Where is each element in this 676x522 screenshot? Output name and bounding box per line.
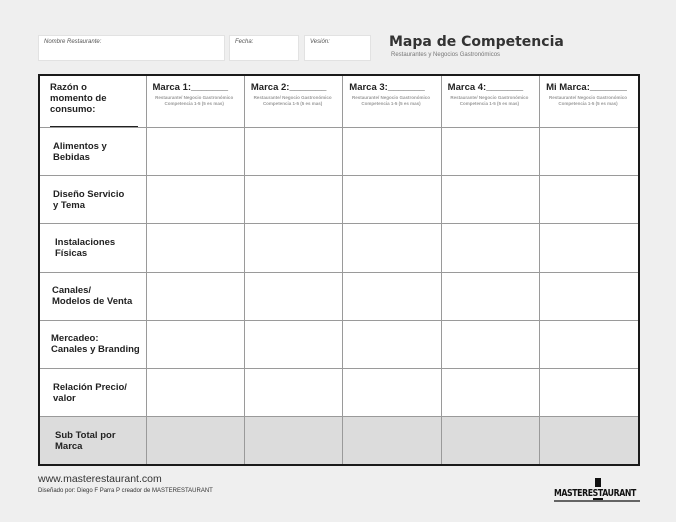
table-row bbox=[40, 320, 638, 368]
row-label bbox=[40, 320, 146, 368]
version-field[interactable] bbox=[304, 35, 371, 61]
score-cell[interactable] bbox=[244, 272, 342, 320]
designer-credit: Diseñado por: Diego F Parra P creador de MASTERESTAURANT bbox=[38, 488, 213, 494]
score-cell[interactable] bbox=[146, 320, 244, 368]
score-cell[interactable] bbox=[244, 128, 342, 176]
corner-cell bbox=[40, 76, 146, 128]
brand-header-1 bbox=[146, 76, 244, 128]
row-label-line: Canales/ bbox=[52, 285, 92, 297]
brand-label: Marca 4:_______ bbox=[447, 82, 524, 93]
version-label: Vesión: bbox=[310, 39, 330, 45]
restaurant-name-label: Nombre Restaurante: bbox=[44, 39, 102, 45]
table-row bbox=[40, 176, 638, 224]
date-label: Fecha: bbox=[235, 39, 254, 45]
row-label-line: Canales y Branding bbox=[51, 344, 140, 356]
score-cell[interactable] bbox=[146, 176, 244, 224]
header-row bbox=[40, 76, 638, 128]
website-url[interactable]: www.masterestaurant.com bbox=[38, 473, 162, 485]
brand-sublabel: Restaurante/ Negocio Gastronómico Competencia 1-5 (5 es mas) bbox=[351, 95, 430, 106]
score-cell[interactable] bbox=[146, 272, 244, 320]
score-cell[interactable] bbox=[244, 176, 342, 224]
score-cell[interactable] bbox=[244, 224, 342, 272]
score-cell[interactable] bbox=[441, 369, 539, 417]
score-cell[interactable] bbox=[441, 176, 539, 224]
row-label bbox=[40, 369, 146, 417]
subtotal-label bbox=[40, 417, 146, 464]
score-cell[interactable] bbox=[146, 128, 244, 176]
restaurant-name-field[interactable] bbox=[38, 35, 225, 61]
brand-sublabel: Restaurante/ Negocio Gastronómico Competencia 1-5 (5 es mas) bbox=[450, 95, 529, 106]
score-cell[interactable] bbox=[343, 272, 441, 320]
subtotal-cell[interactable] bbox=[441, 417, 539, 464]
page-subtitle: Restaurantes y Negocios Gastronómicos bbox=[391, 52, 501, 58]
logo-text: MASTERESTAURANT bbox=[554, 488, 636, 499]
score-cell[interactable] bbox=[343, 320, 441, 368]
consumption-reason-label: Razón o momento de consumo: bbox=[50, 82, 107, 115]
score-cell[interactable] bbox=[540, 369, 638, 417]
score-cell[interactable] bbox=[540, 272, 638, 320]
brand-header-3 bbox=[343, 76, 441, 128]
brand-label: Marca 1:_______ bbox=[152, 82, 229, 93]
score-cell[interactable] bbox=[441, 272, 539, 320]
row-label-line: valor bbox=[53, 392, 76, 404]
row-label-line: Instalaciones bbox=[55, 237, 116, 249]
score-cell[interactable] bbox=[343, 128, 441, 176]
row-label bbox=[40, 272, 146, 320]
score-cell[interactable] bbox=[343, 224, 441, 272]
row-label-line: Sub Total por bbox=[55, 429, 116, 441]
score-cell[interactable] bbox=[146, 369, 244, 417]
table-row bbox=[40, 369, 638, 417]
score-cell[interactable] bbox=[441, 128, 539, 176]
row-label-line: Bebidas bbox=[53, 151, 90, 163]
row-label bbox=[40, 176, 146, 224]
score-cell[interactable] bbox=[540, 128, 638, 176]
score-cell[interactable] bbox=[244, 320, 342, 368]
subtotal-row bbox=[40, 417, 638, 464]
score-cell[interactable] bbox=[441, 224, 539, 272]
masterestaurant-logo bbox=[554, 478, 640, 504]
row-label-line: Mercadeo: bbox=[51, 333, 99, 345]
row-label bbox=[40, 128, 146, 176]
score-cell[interactable] bbox=[540, 320, 638, 368]
brand-label: Marca 3:_______ bbox=[349, 82, 425, 93]
page-title: Mapa de Competencia bbox=[389, 34, 564, 50]
score-cell[interactable] bbox=[343, 369, 441, 417]
table-row bbox=[40, 272, 638, 320]
score-cell[interactable] bbox=[540, 176, 638, 224]
row-label-line: Relación Precio/ bbox=[53, 381, 127, 393]
brand-header-2 bbox=[244, 76, 342, 128]
table-row bbox=[40, 128, 638, 176]
brand-label: Marca 2:_______ bbox=[250, 82, 327, 93]
brand-sublabel: Restaurante/ Negocio Gastronómico Competencia 1-5 (5 es mas) bbox=[549, 95, 628, 106]
row-label-line: y Tema bbox=[53, 199, 86, 211]
subtotal-cell[interactable] bbox=[146, 417, 244, 464]
row-label bbox=[40, 224, 146, 272]
subtotal-cell[interactable] bbox=[343, 417, 441, 464]
brand-sublabel: Restaurante/ Negocio Gastronómico Competencia 1-5 (5 es mas) bbox=[155, 95, 234, 106]
brand-header-mine bbox=[540, 76, 638, 128]
table-row bbox=[40, 224, 638, 272]
score-cell[interactable] bbox=[441, 320, 539, 368]
row-label-line: Modelos de Venta bbox=[52, 296, 133, 308]
row-label-line: Alimentos y bbox=[53, 140, 107, 152]
row-label-line: Diseño Servicio bbox=[53, 188, 125, 200]
score-cell[interactable] bbox=[244, 369, 342, 417]
score-cell[interactable] bbox=[146, 224, 244, 272]
competition-grid bbox=[38, 74, 640, 466]
date-field[interactable] bbox=[229, 35, 299, 61]
row-label-line: Físicas bbox=[55, 248, 88, 260]
competition-table bbox=[40, 76, 638, 464]
score-cell[interactable] bbox=[343, 176, 441, 224]
brand-header-4 bbox=[441, 76, 539, 128]
subtotal-cell[interactable] bbox=[540, 417, 638, 464]
subtotal-cell[interactable] bbox=[244, 417, 342, 464]
score-cell[interactable] bbox=[540, 224, 638, 272]
row-label-line: Marca bbox=[55, 440, 83, 452]
brand-sublabel: Restaurante/ Negocio Gastronómico Competencia 1-5 (5 es mas) bbox=[253, 95, 332, 106]
brand-label: Mi Marca:_______ bbox=[546, 82, 627, 93]
